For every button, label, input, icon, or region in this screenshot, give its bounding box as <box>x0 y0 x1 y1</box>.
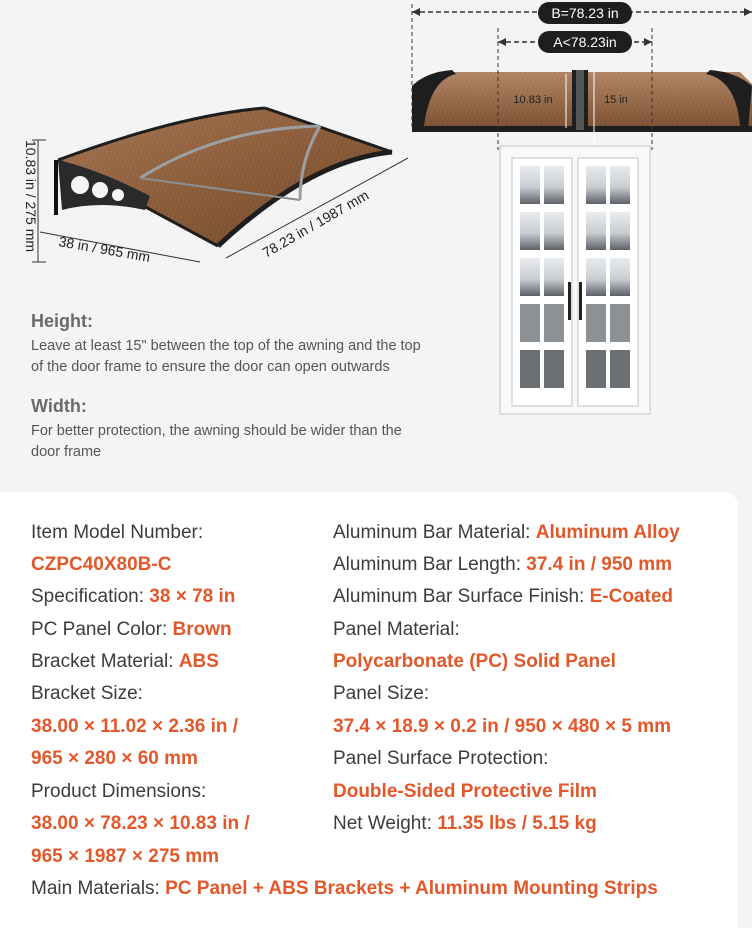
awning-width-label: 78.23 in / 1987 mm <box>259 186 372 261</box>
bracket-size-value-line-2: 965 × 280 × 60 mm <box>31 748 198 769</box>
panel-material-label: Panel Material: <box>333 619 460 640</box>
awning-perspective-image <box>56 108 392 246</box>
product-dimensions-value-line-1: 38.00 × 78.23 × 10.83 in / <box>31 813 250 834</box>
awning-front-view-image <box>412 70 752 132</box>
height-note-title: Height: <box>31 311 93 331</box>
spec-panel <box>0 492 738 928</box>
panel-protection-value: Double-Sided Protective Film <box>333 781 597 802</box>
model-number-value: CZPC40X80B-C <box>31 554 172 575</box>
front-right-height-label: 15 in <box>604 94 628 106</box>
panel-size-label: Panel Size: <box>333 683 430 704</box>
height-note <box>31 311 471 378</box>
aluminum-finish-row <box>333 585 673 609</box>
bracket-material-label: Bracket Material: <box>31 651 174 672</box>
product-dimensions-label: Product Dimensions: <box>31 781 207 802</box>
aluminum-length-value: 37.4 in / 950 mm <box>526 554 673 575</box>
specification-row <box>31 585 235 609</box>
awning-height-label: 10.83 in / 275 mm <box>23 140 39 253</box>
aluminum-material-value: Aluminum Alloy <box>535 522 680 543</box>
front-left-height-label: 10.83 in <box>513 94 553 106</box>
bracket-size-value-line-1: 38.00 × 11.02 × 2.36 in / <box>31 716 239 737</box>
aluminum-finish-value: E-Coated <box>589 586 674 607</box>
pc-color-value: Brown <box>172 619 232 640</box>
aluminum-finish-label: Aluminum Bar Surface Finish: <box>333 586 585 607</box>
aluminum-length-label: Aluminum Bar Length: <box>333 554 521 575</box>
pc-color-label: PC Panel Color: <box>31 619 168 640</box>
height-note-line-2: of the door frame to ensure the door can open outwards <box>31 359 390 375</box>
main-materials-row <box>31 877 658 901</box>
pc-color-row <box>31 618 232 642</box>
width-note-line-1: For better protection, the awning should be wider than the <box>31 423 402 439</box>
product-dimensions-value-line-2: 965 × 1987 × 275 mm <box>31 846 220 867</box>
door-image <box>500 146 650 414</box>
bracket-size-label: Bracket Size: <box>31 683 143 704</box>
awning-depth-label: 38 in / 965 mm <box>57 233 152 266</box>
specification-label: Specification: <box>31 586 145 607</box>
bracket-material-value: ABS <box>178 651 219 672</box>
panel-material-value: Polycarbonate (PC) Solid Panel <box>333 651 616 672</box>
main-materials-label: Main Materials: <box>31 878 160 899</box>
width-note-line-2: door frame <box>31 444 102 460</box>
panel-size-value: 37.4 × 18.9 × 0.2 in / 950 × 480 × 5 mm <box>333 716 672 737</box>
b-dimension-label: B=78.23 in <box>551 5 619 21</box>
width-note <box>31 396 471 463</box>
main-materials-value: PC Panel + ABS Brackets + Aluminum Mounting Strips <box>165 878 658 899</box>
a-dimension-label: A<78.23in <box>553 34 617 50</box>
bracket-material-row <box>31 650 219 674</box>
net-weight-label: Net Weight: <box>333 813 432 834</box>
specification-value: 38 × 78 in <box>149 586 236 607</box>
width-note-title: Width: <box>31 396 87 416</box>
aluminum-material-label: Aluminum Bar Material: <box>333 522 531 543</box>
net-weight-value: 11.35 lbs / 5.15 kg <box>437 813 597 834</box>
panel-protection-label: Panel Surface Protection: <box>333 748 549 769</box>
aluminum-material-row <box>333 521 680 545</box>
height-note-line-1: Leave at least 15" between the top of the awning and the top <box>31 338 421 354</box>
net-weight-row <box>333 812 597 836</box>
model-number-label: Item Model Number: <box>31 522 204 543</box>
aluminum-length-row <box>333 553 672 577</box>
